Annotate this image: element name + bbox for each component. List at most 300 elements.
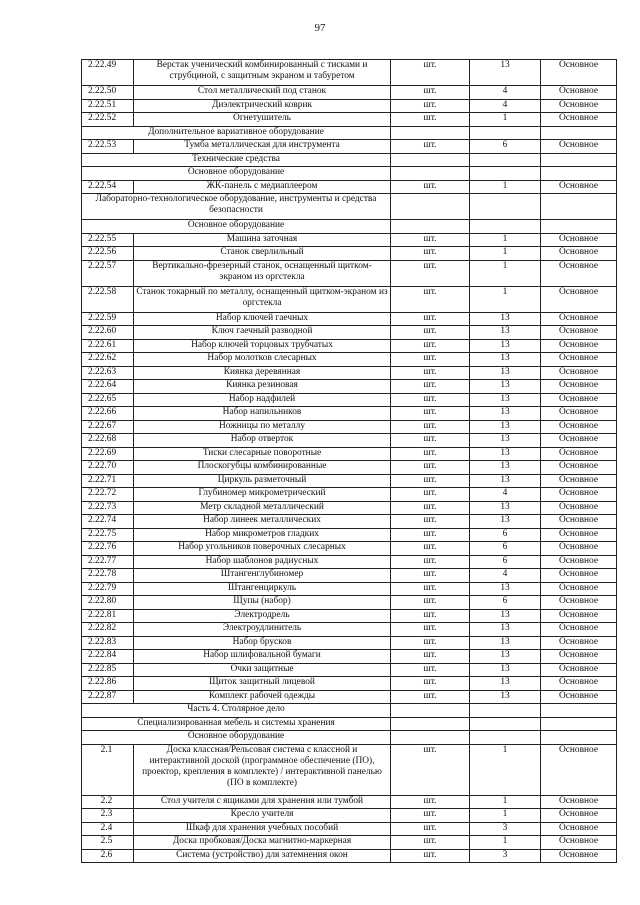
table-row [82, 393, 617, 407]
item-code-cell: 2.22.59 [82, 312, 134, 326]
item-unit-cell: шт. [391, 795, 470, 809]
item-code-cell: 2.3 [82, 809, 134, 823]
item-category-cell: Основное [541, 677, 617, 691]
empty-cell [470, 194, 541, 220]
item-name-cell: Набор линеек металлических [134, 515, 391, 529]
item-code-cell: 2.5 [82, 836, 134, 850]
item-qty-cell: 6 [470, 528, 541, 542]
empty-cell [470, 126, 541, 140]
item-category-cell: Основное [541, 407, 617, 421]
item-category-cell: Основное [541, 795, 617, 809]
item-qty-cell: 13 [470, 582, 541, 596]
item-name-cell: Тиски слесарные поворотные [134, 447, 391, 461]
item-name-cell: Комплект рабочей одежды [134, 690, 391, 704]
item-name-cell: Киянка резиновая [134, 380, 391, 394]
item-code-cell: 2.22.58 [82, 286, 134, 312]
empty-cell [470, 153, 541, 167]
item-qty-cell: 4 [470, 488, 541, 502]
table-row [82, 849, 617, 863]
item-code-cell: 2.22.82 [82, 623, 134, 637]
item-category-cell: Основное [541, 849, 617, 863]
item-qty-cell: 13 [470, 312, 541, 326]
item-unit-cell: шт. [391, 677, 470, 691]
item-category-cell: Основное [541, 596, 617, 610]
section-row [82, 153, 617, 167]
equipment-table-body [82, 60, 617, 863]
section-heading [82, 153, 391, 167]
item-name-cell: Щиток защитный лицевой [134, 677, 391, 691]
item-category-cell: Основное [541, 247, 617, 261]
table-row [82, 353, 617, 367]
empty-cell [391, 167, 470, 181]
empty-cell [541, 704, 617, 718]
item-category-cell: Основное [541, 326, 617, 340]
item-unit-cell: шт. [391, 569, 470, 583]
item-name-cell: Щупы (набор) [134, 596, 391, 610]
section-heading-text: Технические средства [192, 153, 280, 164]
item-category-cell: Основное [541, 809, 617, 823]
item-name-cell: Тумба металлическая для инструмента [134, 140, 391, 154]
item-code-cell: 2.22.51 [82, 99, 134, 113]
item-category-cell: Основное [541, 393, 617, 407]
item-name-cell: Набор отверток [134, 434, 391, 448]
table-row [82, 609, 617, 623]
item-code-cell: 2.22.77 [82, 555, 134, 569]
item-unit-cell: шт. [391, 663, 470, 677]
item-qty-cell: 13 [470, 339, 541, 353]
item-unit-cell: шт. [391, 528, 470, 542]
item-qty-cell: 6 [470, 140, 541, 154]
item-unit-cell: шт. [391, 420, 470, 434]
section-row [82, 704, 617, 718]
item-qty-cell: 13 [470, 650, 541, 664]
table-row [82, 744, 617, 795]
empty-cell [470, 167, 541, 181]
item-unit-cell: шт. [391, 180, 470, 194]
item-name-cell: Плоскогубцы комбинированные [134, 461, 391, 475]
section-heading [82, 704, 391, 718]
item-category-cell: Основное [541, 822, 617, 836]
item-qty-cell: 1 [470, 836, 541, 850]
item-name-cell: Электроудлинитель [134, 623, 391, 637]
item-qty-cell: 13 [470, 515, 541, 529]
item-qty-cell: 13 [470, 474, 541, 488]
section-heading-text: Основное оборудование [187, 167, 285, 177]
table-row [82, 461, 617, 475]
section-heading [82, 167, 391, 181]
item-category-cell: Основное [541, 609, 617, 623]
item-unit-cell: шт. [391, 461, 470, 475]
item-category-cell: Основное [541, 312, 617, 326]
item-unit-cell: шт. [391, 353, 470, 367]
item-name-cell: Набор ключей гаечных [134, 312, 391, 326]
item-qty-cell: 4 [470, 99, 541, 113]
section-heading [82, 194, 391, 220]
section-row [82, 220, 617, 234]
empty-cell [391, 126, 470, 140]
item-unit-cell: шт. [391, 113, 470, 127]
item-code-cell: 2.22.79 [82, 582, 134, 596]
item-qty-cell: 6 [470, 596, 541, 610]
item-unit-cell: шт. [391, 447, 470, 461]
table-row [82, 86, 617, 100]
table-row [82, 180, 617, 194]
item-code-cell: 2.22.87 [82, 690, 134, 704]
empty-cell [541, 153, 617, 167]
item-code-cell: 2.22.49 [82, 60, 134, 86]
empty-cell [541, 731, 617, 745]
item-category-cell: Основное [541, 663, 617, 677]
item-qty-cell: 13 [470, 447, 541, 461]
table-row [82, 113, 617, 127]
table-row [82, 420, 617, 434]
table-row [82, 623, 617, 637]
empty-cell [470, 220, 541, 234]
item-qty-cell: 1 [470, 233, 541, 247]
item-code-cell: 2.22.76 [82, 542, 134, 556]
item-name-cell: Диэлектрический коврик [134, 99, 391, 113]
empty-cell [541, 717, 617, 731]
item-unit-cell: шт. [391, 260, 470, 286]
table-row [82, 474, 617, 488]
item-category-cell: Основное [541, 528, 617, 542]
item-name-cell: Глубиномер микрометрический [134, 488, 391, 502]
empty-cell [391, 194, 470, 220]
table-row [82, 636, 617, 650]
item-unit-cell: шт. [391, 326, 470, 340]
item-code-cell: 2.22.78 [82, 569, 134, 583]
item-unit-cell: шт. [391, 582, 470, 596]
item-name-cell: Киянка деревянная [134, 366, 391, 380]
item-code-cell: 2.22.69 [82, 447, 134, 461]
item-name-cell: ЖК-панель с медиаплеером [134, 180, 391, 194]
page-number: 97 [314, 22, 326, 34]
table-row [82, 326, 617, 340]
table-row [82, 542, 617, 556]
item-unit-cell: шт. [391, 515, 470, 529]
item-unit-cell: шт. [391, 809, 470, 823]
item-code-cell: 2.22.61 [82, 339, 134, 353]
table-row [82, 247, 617, 261]
item-name-cell: Верстак ученический комбинированный с тисками и струбциной, с защитным экраном и табуретом [134, 60, 391, 86]
item-name-cell: Набор напильников [134, 407, 391, 421]
item-qty-cell: 1 [470, 286, 541, 312]
table-row [82, 795, 617, 809]
item-qty-cell: 6 [470, 555, 541, 569]
item-code-cell: 2.22.56 [82, 247, 134, 261]
item-code-cell: 2.6 [82, 849, 134, 863]
item-qty-cell: 13 [470, 60, 541, 86]
section-heading-text: Специализированная мебель и системы хранения [137, 717, 335, 728]
section-heading [82, 717, 391, 731]
item-unit-cell: шт. [391, 690, 470, 704]
item-category-cell: Основное [541, 555, 617, 569]
item-code-cell: 2.22.83 [82, 636, 134, 650]
item-name-cell: Набор ключей торцовых трубчатых [134, 339, 391, 353]
item-name-cell: Набор микрометров гладких [134, 528, 391, 542]
empty-cell [541, 194, 617, 220]
item-unit-cell: шт. [391, 744, 470, 795]
item-code-cell: 2.22.64 [82, 380, 134, 394]
item-category-cell: Основное [541, 260, 617, 286]
item-code-cell: 2.22.68 [82, 434, 134, 448]
item-code-cell: 2.22.70 [82, 461, 134, 475]
item-unit-cell: шт. [391, 555, 470, 569]
item-qty-cell: 13 [470, 663, 541, 677]
item-unit-cell: шт. [391, 86, 470, 100]
item-name-cell: Доска пробковая/Доска магнитно-маркерная [134, 836, 391, 850]
item-qty-cell: 1 [470, 260, 541, 286]
item-qty-cell: 4 [470, 569, 541, 583]
item-name-cell: Станок сверлильный [134, 247, 391, 261]
item-code-cell: 2.22.85 [82, 663, 134, 677]
item-unit-cell: шт. [391, 393, 470, 407]
empty-cell [391, 717, 470, 731]
empty-cell [541, 126, 617, 140]
item-category-cell: Основное [541, 86, 617, 100]
item-unit-cell: шт. [391, 488, 470, 502]
item-category-cell: Основное [541, 233, 617, 247]
item-unit-cell: шт. [391, 233, 470, 247]
table-row [82, 555, 617, 569]
table-row [82, 260, 617, 286]
item-name-cell: Машина заточная [134, 233, 391, 247]
item-unit-cell: шт. [391, 636, 470, 650]
item-category-cell: Основное [541, 60, 617, 86]
item-name-cell: Ключ гаечный разводной [134, 326, 391, 340]
item-name-cell: Набор брусков [134, 636, 391, 650]
table-row [82, 582, 617, 596]
item-name-cell: Штангенциркуль [134, 582, 391, 596]
item-name-cell: Набор шлифовальной бумаги [134, 650, 391, 664]
item-qty-cell: 3 [470, 822, 541, 836]
item-unit-cell: шт. [391, 609, 470, 623]
item-name-cell: Очки защитные [134, 663, 391, 677]
item-name-cell: Стол учителя с ящиками для хранения или тумбой [134, 795, 391, 809]
item-unit-cell: шт. [391, 474, 470, 488]
item-code-cell: 2.22.81 [82, 609, 134, 623]
item-category-cell: Основное [541, 569, 617, 583]
section-heading [82, 731, 391, 745]
item-name-cell: Набор молотков слесарных [134, 353, 391, 367]
item-unit-cell: шт. [391, 339, 470, 353]
section-heading-text: Основное оборудование [187, 220, 285, 230]
table-row [82, 663, 617, 677]
item-unit-cell: шт. [391, 247, 470, 261]
item-code-cell: 2.22.73 [82, 501, 134, 515]
item-category-cell: Основное [541, 636, 617, 650]
item-name-cell: Огнетушитель [134, 113, 391, 127]
item-code-cell: 2.22.50 [82, 86, 134, 100]
item-name-cell: Доска классная/Рельсовая система с классной и интерактивной доской (программное обеспечение (ПО), проектор, крепления в комплекте) / интерактивной панелью (ПО в комплекте) [134, 744, 391, 795]
item-code-cell: 2.22.55 [82, 233, 134, 247]
section-heading-text: Часть 4. Столярное дело [187, 704, 285, 714]
item-code-cell: 2.22.52 [82, 113, 134, 127]
item-qty-cell: 1 [470, 795, 541, 809]
table-row [82, 447, 617, 461]
item-code-cell: 2.22.72 [82, 488, 134, 502]
item-qty-cell: 13 [470, 434, 541, 448]
item-code-cell: 2.22.63 [82, 366, 134, 380]
item-unit-cell: шт. [391, 434, 470, 448]
item-category-cell: Основное [541, 582, 617, 596]
item-name-cell: Циркуль разметочный [134, 474, 391, 488]
table-row [82, 380, 617, 394]
item-category-cell: Основное [541, 461, 617, 475]
item-qty-cell: 13 [470, 353, 541, 367]
empty-cell [391, 704, 470, 718]
item-name-cell: Набор угольников поверочных слесарных [134, 542, 391, 556]
item-category-cell: Основное [541, 501, 617, 515]
item-category-cell: Основное [541, 744, 617, 795]
section-heading-text: Лабораторно-технологическое оборудование, инструменты и средства безопасности [95, 194, 377, 216]
table-row [82, 99, 617, 113]
item-category-cell: Основное [541, 420, 617, 434]
section-row [82, 167, 617, 181]
table-row [82, 596, 617, 610]
item-unit-cell: шт. [391, 501, 470, 515]
item-category-cell: Основное [541, 542, 617, 556]
item-qty-cell: 13 [470, 636, 541, 650]
item-category-cell: Основное [541, 180, 617, 194]
item-name-cell: Вертикально-фрезерный станок, оснащенный щитком-экраном из оргстекла [134, 260, 391, 286]
section-row [82, 717, 617, 731]
item-category-cell: Основное [541, 353, 617, 367]
empty-cell [470, 717, 541, 731]
item-name-cell: Кресло учителя [134, 809, 391, 823]
item-qty-cell: 1 [470, 744, 541, 795]
table-row [82, 569, 617, 583]
table-row [82, 690, 617, 704]
item-category-cell: Основное [541, 836, 617, 850]
empty-cell [541, 220, 617, 234]
item-code-cell: 2.22.62 [82, 353, 134, 367]
table-row [82, 233, 617, 247]
item-qty-cell: 13 [470, 420, 541, 434]
item-code-cell: 2.22.54 [82, 180, 134, 194]
item-category-cell: Основное [541, 474, 617, 488]
empty-cell [470, 704, 541, 718]
item-unit-cell: шт. [391, 542, 470, 556]
item-code-cell: 2.22.86 [82, 677, 134, 691]
empty-cell [391, 220, 470, 234]
table-row [82, 366, 617, 380]
item-code-cell: 2.22.67 [82, 420, 134, 434]
item-unit-cell: шт. [391, 99, 470, 113]
item-code-cell: 2.22.66 [82, 407, 134, 421]
item-unit-cell: шт. [391, 849, 470, 863]
item-unit-cell: шт. [391, 836, 470, 850]
section-heading-text: Основное оборудование [187, 731, 285, 741]
table-row [82, 809, 617, 823]
item-qty-cell: 1 [470, 247, 541, 261]
section-row [82, 194, 617, 220]
item-code-cell: 2.22.74 [82, 515, 134, 529]
item-category-cell: Основное [541, 434, 617, 448]
table-row [82, 822, 617, 836]
item-unit-cell: шт. [391, 312, 470, 326]
empty-cell [391, 731, 470, 745]
item-qty-cell: 1 [470, 180, 541, 194]
item-code-cell: 2.1 [82, 744, 134, 795]
item-qty-cell: 4 [470, 86, 541, 100]
item-name-cell: Набор шаблонов радиусных [134, 555, 391, 569]
item-qty-cell: 13 [470, 501, 541, 515]
table-row [82, 501, 617, 515]
item-category-cell: Основное [541, 366, 617, 380]
item-qty-cell: 13 [470, 366, 541, 380]
item-qty-cell: 13 [470, 623, 541, 637]
item-qty-cell: 1 [470, 113, 541, 127]
item-unit-cell: шт. [391, 623, 470, 637]
item-unit-cell: шт. [391, 407, 470, 421]
section-row [82, 731, 617, 745]
item-unit-cell: шт. [391, 60, 470, 86]
item-category-cell: Основное [541, 488, 617, 502]
item-name-cell: Станок токарный по металлу, оснащенный щитком-экраном из оргстекла [134, 286, 391, 312]
item-code-cell: 2.22.71 [82, 474, 134, 488]
table-row [82, 650, 617, 664]
item-code-cell: 2.4 [82, 822, 134, 836]
item-unit-cell: шт. [391, 286, 470, 312]
item-qty-cell: 3 [470, 849, 541, 863]
item-category-cell: Основное [541, 690, 617, 704]
item-code-cell: 2.22.75 [82, 528, 134, 542]
section-heading [82, 220, 391, 234]
item-code-cell: 2.22.84 [82, 650, 134, 664]
table-row [82, 488, 617, 502]
item-name-cell: Стол металлический под станок [134, 86, 391, 100]
section-heading [82, 126, 391, 140]
item-code-cell: 2.22.80 [82, 596, 134, 610]
item-code-cell: 2.22.57 [82, 260, 134, 286]
section-heading-text: Дополнительное вариативное оборудование [148, 126, 324, 137]
item-name-cell: Метр складной металлический [134, 501, 391, 515]
table-row [82, 60, 617, 86]
item-qty-cell: 13 [470, 380, 541, 394]
equipment-table [81, 59, 617, 863]
item-qty-cell: 13 [470, 461, 541, 475]
item-category-cell: Основное [541, 339, 617, 353]
table-row [82, 528, 617, 542]
item-name-cell: Шкаф для хранения учебных пособий [134, 822, 391, 836]
item-unit-cell: шт. [391, 596, 470, 610]
section-row [82, 126, 617, 140]
item-name-cell: Набор надфилей [134, 393, 391, 407]
item-qty-cell: 13 [470, 393, 541, 407]
item-category-cell: Основное [541, 650, 617, 664]
table-row [82, 836, 617, 850]
item-code-cell: 2.22.65 [82, 393, 134, 407]
item-category-cell: Основное [541, 380, 617, 394]
item-category-cell: Основное [541, 515, 617, 529]
item-unit-cell: шт. [391, 366, 470, 380]
item-qty-cell: 13 [470, 690, 541, 704]
empty-cell [541, 167, 617, 181]
item-code-cell: 2.22.60 [82, 326, 134, 340]
item-code-cell: 2.22.53 [82, 140, 134, 154]
item-unit-cell: шт. [391, 822, 470, 836]
empty-cell [391, 153, 470, 167]
item-qty-cell: 13 [470, 407, 541, 421]
table-row [82, 677, 617, 691]
item-name-cell: Электродрель [134, 609, 391, 623]
item-category-cell: Основное [541, 140, 617, 154]
item-qty-cell: 1 [470, 809, 541, 823]
table-row [82, 286, 617, 312]
table-row [82, 407, 617, 421]
table-row [82, 434, 617, 448]
